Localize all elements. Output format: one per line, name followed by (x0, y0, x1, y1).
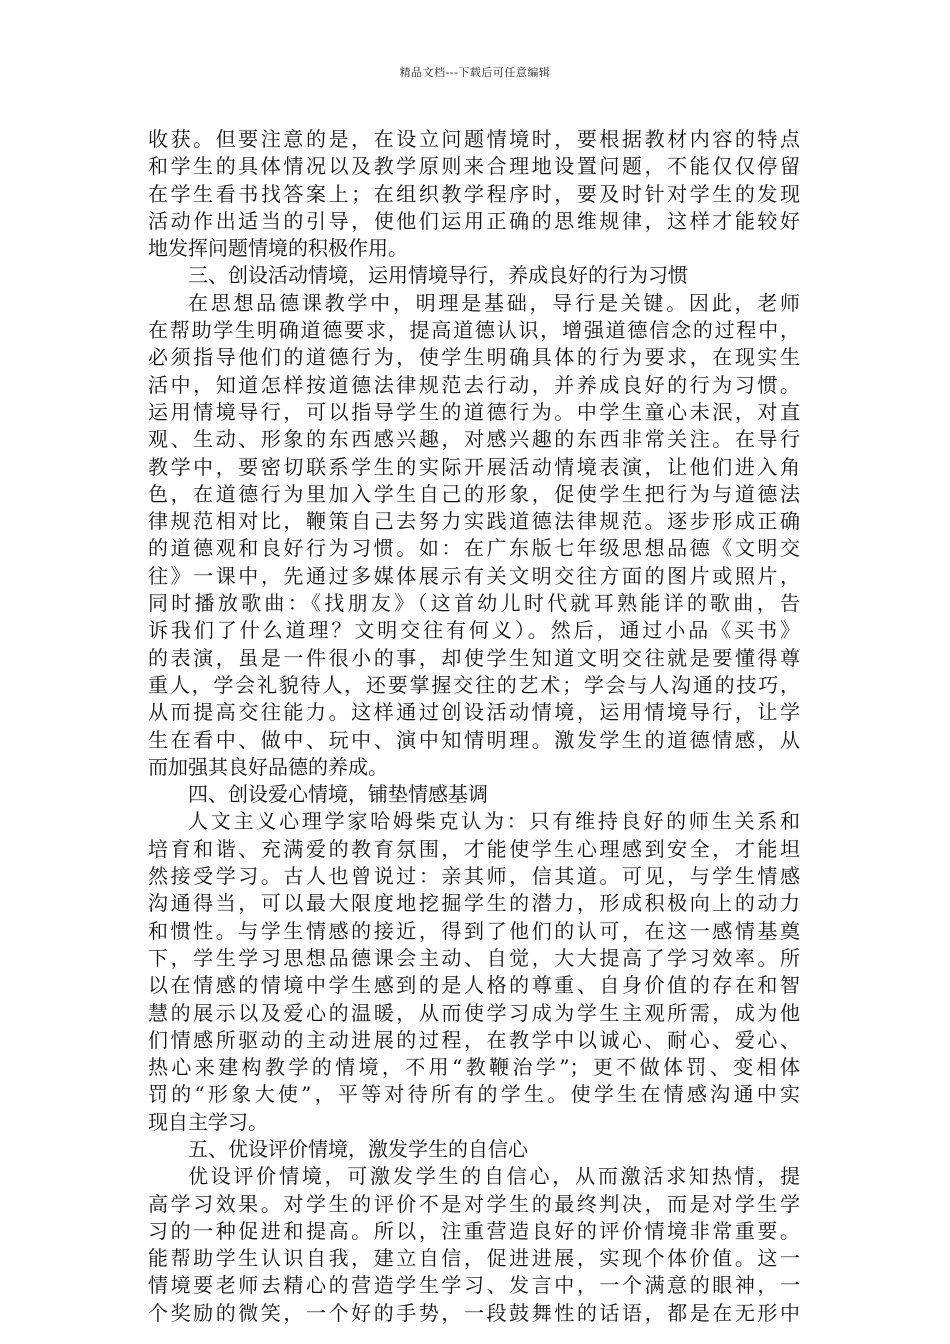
text-line: 地发挥问题情境的积极作用。 (148, 236, 408, 261)
text-line: 培育和谐、充满爱的教育氛围，才能使学生心理感到安全，才能坦 (148, 836, 800, 861)
text-line: 和惯性。与学生情感的接近，得到了他们的认可，在这一感情基奠 (148, 918, 800, 943)
text-line: 而加强其良好品德的养成。 (148, 754, 388, 779)
text-line: 往》一课中，先通过多媒体展示有关文明交往方面的图片或照片， (148, 563, 800, 588)
page-header: 精品文档---下载后可任意编辑 (399, 66, 551, 79)
text-line: 人文主义心理学家哈姆柴克认为：只有维持良好的师生关系和 (188, 809, 800, 834)
text-line: 能帮助学生认识自我，建立自信，促进进展，实现个体价值。这一 (148, 1246, 800, 1271)
text-line: 沟通得当，可以最大限度地挖掘学生的潜力，形成积极向上的动力 (148, 891, 800, 916)
text-line: 色，在道德行为里加入学生自己的形象，促使学生把行为与道德法 (148, 481, 800, 506)
text-line: 在思想品德课教学中，明理是基础，导行是关键。因此，老师 (188, 290, 800, 315)
text-line: 活动作出适当的引导，使他们运用正确的思维规律，这样才能较好 (148, 208, 800, 233)
text-line: 下，学生学习思想品德课会主动、自觉，大大提高了学习效率。所 (148, 945, 800, 970)
text-line: 然接受学习。古人也曾说过：亲其师，信其道。可见，与学生情感 (148, 864, 800, 889)
text-line: 生在看中、做中、玩中、演中知情明理。激发学生的道德情感，从 (148, 727, 800, 752)
text-line: 在帮助学生明确道德要求，提高道德认识，增强道德信念的过程中， (148, 318, 800, 343)
text-line: 教学中，要密切联系学生的实际开展活动情境表演，让他们进入角 (148, 454, 800, 479)
text-line: 观、生动、形象的东西感兴趣，对感兴趣的东西非常关注。在导行 (148, 427, 800, 452)
text-line: 高学习效果。对学生的评价不是对学生的最终判决，而是对学生学 (148, 1191, 800, 1216)
text-line: 重人，学会礼貌待人，还要掌握交往的艺术；学会与人沟通的技巧， (148, 672, 800, 697)
text-line: 情境要老师去精心的营造学生学习、发言中，一个满意的眼神，一 (148, 1273, 800, 1298)
text-line: 诉我们了什么道理？文明交往有何义）。然后，通过小品《买书》 (148, 618, 800, 643)
text-line: 律规范相对比，鞭策自己去努力实践道德法律规范。逐步形成正确 (148, 509, 800, 534)
text-line: 的表演，虽是一件很小的事，却使学生知道文明交往就是要懂得尊 (148, 645, 800, 670)
text-line: 同时播放歌曲：《找朋友》（这首幼儿时代就耳熟能详的歌曲，告 (148, 591, 800, 616)
text-line: 三、创设活动情境，运用情境导行，养成良好的行为习惯 (188, 263, 688, 288)
text-line: 现自主学习。 (148, 1109, 268, 1134)
text-line: 优设评价情境，可激发学生的自信心，从而激活求知热情，提 (188, 1164, 800, 1189)
text-line: 必须指导他们的道德行为，使学生明确具体的行为要求，在现实生 (148, 345, 800, 370)
text-line: 在学生看书找答案上；在组织教学程序时，要及时针对学生的发现 (148, 181, 800, 206)
text-line: 习的一种促进和提高。所以，注重营造良好的评价情境非常重要。 (148, 1218, 800, 1243)
text-line: 慧的展示以及爱心的温暖，从而使学习成为学生主观所需，成为他 (148, 1000, 800, 1025)
text-line: 五、优设评价情境，激发学生的自信心 (188, 1136, 528, 1161)
text-line: 活中，知道怎样按道德法律规范去行动，并养成良好的行为习惯。 (148, 372, 800, 397)
text-line: 和学生的具体情况以及教学原则来合理地设置问题，不能仅仅停留 (148, 154, 800, 179)
text-line: 们情感所驱动的主动进展的过程，在教学中以诚心、耐心、爱心、 (148, 1027, 800, 1052)
text-line: 的道德观和良好行为习惯。如：在广东版七年级思想品德《文明交 (148, 536, 800, 561)
text-line: 收获。但要注意的是，在设立问题情境时，要根据教材内容的特点 (148, 127, 800, 151)
text-line: 个奖励的微笑，一个好的手势，一段鼓舞性的话语，都是在无形中 (148, 1300, 800, 1325)
text-line: 四、创设爱心情境，铺垫情感基调 (188, 782, 488, 807)
text-line: 热心来建构教学的情境，不用“教鞭治学”；更不做体罚、变相体 (148, 1055, 800, 1080)
text-line: 运用情境导行，可以指导学生的道德行为。中学生童心未泯，对直 (148, 399, 800, 424)
text-line: 从而提高交往能力。这样通过创设活动情境，运用情境导行，让学 (148, 700, 800, 725)
document-body (148, 126, 800, 1327)
text-line: 以在情感的情境中学生感到的是人格的尊重、自身价值的存在和智 (148, 973, 800, 998)
text-line: 罚的“形象大使”，平等对待所有的学生。使学生在情感沟通中实 (148, 1082, 800, 1107)
